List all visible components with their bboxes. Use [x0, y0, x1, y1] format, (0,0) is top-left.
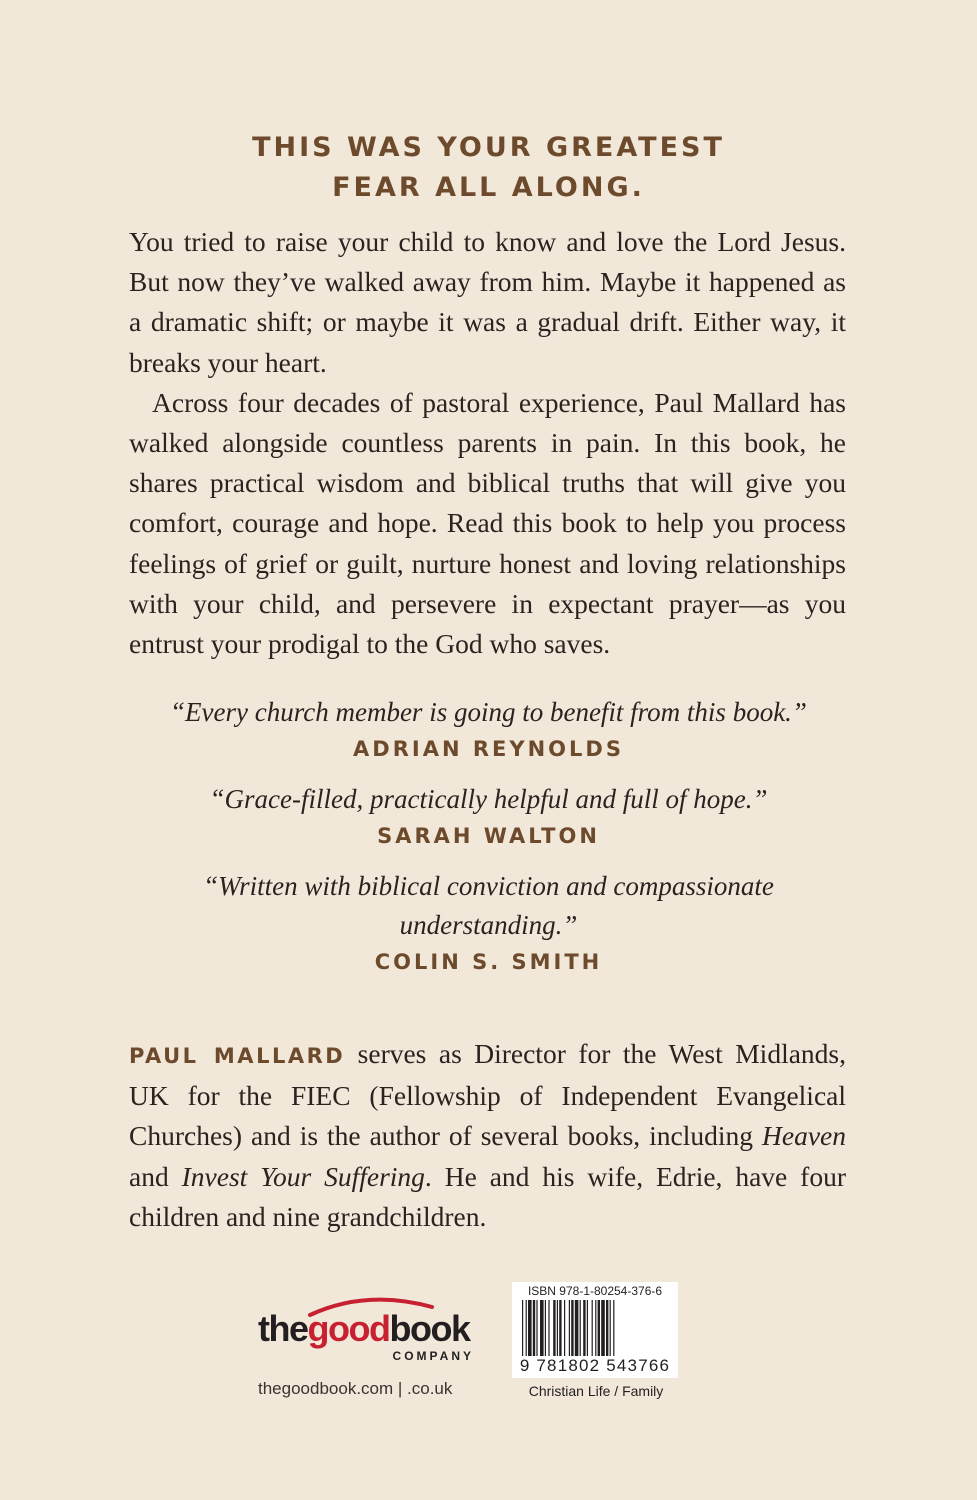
logo-book: book	[389, 1308, 470, 1349]
bio-text: . He and his wife, Edrie, have four children and nine grandchildren.	[129, 1160, 846, 1232]
barcode-bar	[583, 1300, 585, 1356]
logo-good: good	[307, 1308, 390, 1349]
barcode-bar	[536, 1300, 537, 1356]
publisher-url: thegoodbook.com | .co.uk	[258, 1379, 453, 1398]
barcode-bar	[545, 1300, 546, 1356]
barcode-bar	[528, 1300, 532, 1356]
endorsement-author: ADRIAN REYNOLDS	[353, 737, 624, 761]
author-name: PAUL MALLARD	[129, 1044, 346, 1068]
barcode-bar	[522, 1300, 523, 1356]
endorsement-author: COLIN S. SMITH	[374, 950, 603, 974]
barcode-bar	[559, 1300, 561, 1356]
endorsement	[0, 867, 977, 979]
endorsement	[0, 780, 977, 853]
barcode-box	[512, 1282, 678, 1378]
barcode-bar	[548, 1300, 549, 1356]
book-title-heaven: Heaven	[762, 1120, 846, 1152]
barcode-bar	[613, 1300, 614, 1356]
endorsement-author: SARAH WALTON	[377, 824, 600, 848]
logo-wordmark	[258, 1309, 469, 1349]
barcode-bar	[598, 1300, 600, 1356]
logo-the: the	[258, 1308, 308, 1349]
barcode-bar	[540, 1300, 544, 1356]
publisher-logo	[258, 1305, 478, 1367]
barcode-bar	[533, 1300, 535, 1356]
book-title-invest-your-suffering: Invest Your Suffering	[181, 1160, 425, 1192]
barcode-bar	[606, 1300, 608, 1356]
isbn-area	[512, 1282, 680, 1399]
isbn-label: ISBN 978-1-80254-376-6	[527, 1284, 663, 1298]
author-bio	[129, 1034, 846, 1237]
barcode-bar	[569, 1300, 570, 1356]
barcode-bar	[592, 1300, 593, 1356]
barcode-bar	[553, 1300, 555, 1356]
endorsements	[0, 693, 977, 993]
barcode-bar	[587, 1300, 588, 1356]
barcode-bar	[557, 1300, 558, 1356]
barcode-bar	[526, 1300, 527, 1356]
barcode-bar	[595, 1300, 596, 1356]
bio-text: and	[129, 1160, 182, 1192]
book-category: Christian Life / Family	[528, 1383, 664, 1399]
endorsement-quote: “Every church member is going to benefit from this book.”	[170, 697, 807, 727]
headline-line-1: THIS WAS YOUR GREATEST	[252, 132, 725, 163]
barcode-bar	[580, 1300, 581, 1356]
bio-text: serves as Director for the West Midlands, UK for the FIEC (Fellowship of Independent Evangelical Churches) and is the author of several books, including	[129, 1038, 846, 1152]
logo-company: COMPANY	[392, 1349, 474, 1363]
barcode	[520, 1300, 670, 1356]
barcode-digits: 9 781802 543766	[519, 1356, 671, 1375]
endorsement	[0, 693, 977, 766]
barcode-bar	[601, 1300, 605, 1356]
publisher-block	[258, 1305, 478, 1399]
endorsement-quote: “Grace-filled, practically helpful and full of hope.”	[209, 784, 768, 814]
headline-line-2: FEAR ALL ALONG.	[332, 172, 645, 203]
barcode-bar	[575, 1300, 579, 1356]
barcode-bar	[564, 1300, 565, 1356]
endorsement-quote: “Written with biblical conviction and compassionate understanding.”	[203, 871, 774, 940]
blurb-paragraph-2: Across four decades of pastoral experience, Paul Mallard has walked alongside countless parents in pain. In this book, he shares practical wisdom and biblical truths that will give you comfort, courage and hope. Read this book to help you process feelings of grief or guilt, nurture honest and loving relationships with your child, and persevere in expectant prayer—as you entrust your prodigal to the God who saves.	[129, 386, 846, 660]
blurb	[129, 222, 846, 664]
barcode-bar	[610, 1300, 611, 1356]
blurb-paragraph-1: You tried to raise your child to know and love the Lord Jesus. But now they’ve walked away from him. Maybe it happened as a dramatic shift; or maybe it was a gradual drift. Either way, it breaks your heart.	[129, 226, 846, 378]
barcode-bar	[571, 1300, 573, 1356]
headline	[0, 128, 977, 208]
